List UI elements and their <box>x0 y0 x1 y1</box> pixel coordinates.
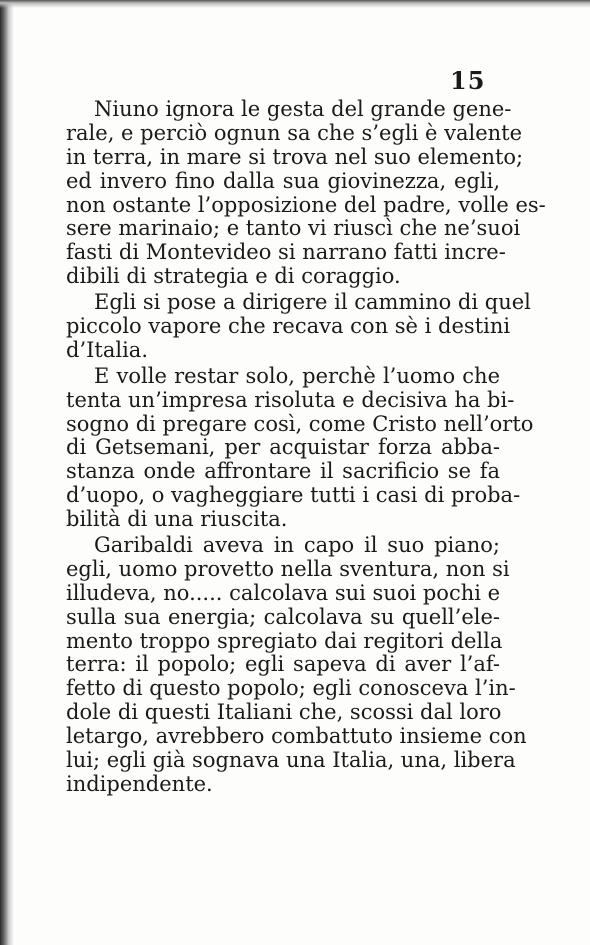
paragraph-4 <box>66 533 527 797</box>
paragraph-3 <box>66 363 534 532</box>
text-line: piccolo vapore che recava con sè i destini <box>66 314 511 339</box>
text-line: stanza onde affrontare il sacrificio se fa <box>66 459 500 484</box>
text-line: sere marinaio; e tanto vi riuscì che ne’suoi <box>66 216 521 241</box>
text-line: non ostante l’opposizione del padre, volle es- <box>66 192 546 217</box>
text-line: sulla sua energia; calcolava su quell’ele- <box>66 604 500 629</box>
text-line: E volle restar solo, perchè l’uomo che <box>94 363 500 388</box>
page-binding-edge <box>0 0 14 945</box>
text-line: bilità di una riuscita. <box>66 507 288 532</box>
text-line: terra: il popolo; egli sapeva di aver l’af- <box>66 652 500 677</box>
paragraph-1 <box>66 97 546 289</box>
text-line: d’Italia. <box>66 337 149 362</box>
text-line: d’uopo, o vagheggiare tutti i casi di proba- <box>66 483 521 508</box>
text-line: Egli si pose a dirigere il cammino di quel <box>94 290 531 315</box>
page-number: 15 <box>450 66 486 95</box>
text-line: rale, e perciò ognun sa che s’egli è valente <box>66 120 523 145</box>
text-line: mento troppo spregiato dai regitori della <box>66 628 503 653</box>
text-line: lui; egli già sognava una Italia, una, libera <box>66 748 516 773</box>
text-line: indipendente. <box>66 771 213 796</box>
text-line: egli, uomo provetto nella sventura, non si <box>66 556 510 581</box>
text-line: ed invero fino dalla sua giovinezza, egli, <box>66 168 500 193</box>
text-line: di Getsemani, per acquistar forza abba- <box>66 435 500 460</box>
body-text <box>66 97 546 799</box>
text-line: Garibaldi aveva in capo il suo piano; <box>94 533 500 558</box>
text-line: letargo, avrebbero combattuto insieme con <box>66 724 527 749</box>
text-line: Niuno ignora le gesta del grande gene- <box>94 97 512 121</box>
text-line: illudeva, no..... calcolava sui suoi pochi e <box>66 580 501 605</box>
text-line: tenta un’impresa risoluta e decisiva ha bi- <box>66 387 515 412</box>
text-line: in terra, in mare si trova nel suo elemento; <box>66 144 524 169</box>
text-line: fetto di questo popolo; egli conosceva l’in- <box>66 676 516 701</box>
text-line: sogno di pregare così, come Cristo nell’orto <box>66 411 534 436</box>
text-line: fasti di Montevideo si narrano fatti incre- <box>66 240 506 265</box>
text-line: dole di questi Italiani che, scossi dal loro <box>66 700 502 725</box>
text-line: dibili di strategia e di coraggio. <box>66 264 401 289</box>
page-top-edge <box>0 0 590 8</box>
paragraph-2 <box>66 290 531 363</box>
